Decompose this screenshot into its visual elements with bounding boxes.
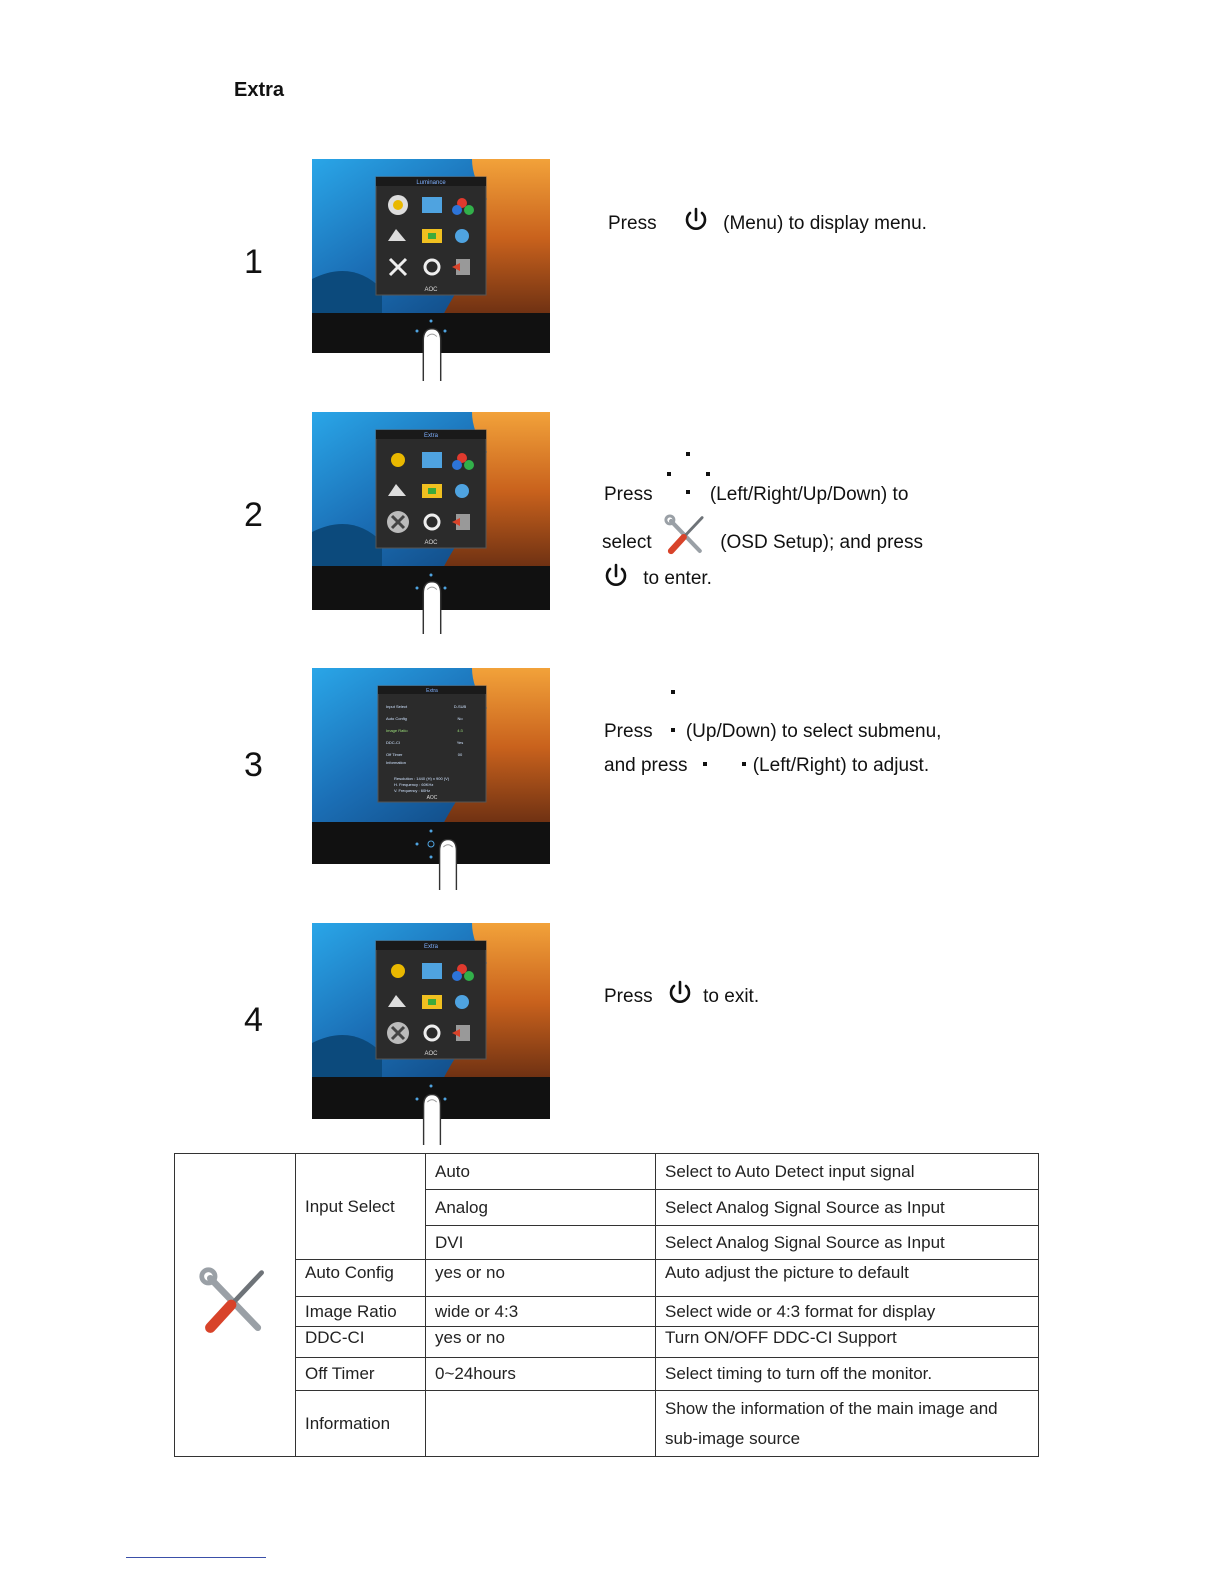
step-number-1: 1: [244, 243, 263, 281]
power-icon: [682, 206, 710, 234]
table-row: [175, 1260, 1039, 1297]
table-option: DVI: [426, 1226, 656, 1260]
osd-brand: AOC: [426, 795, 438, 801]
osd-row-value: D-SUB: [453, 704, 467, 709]
step-3-text-andpress: and press: [604, 755, 688, 776]
table-desc: Select Analog Signal Source as Input: [656, 1226, 1039, 1260]
table-item: Input Select: [296, 1154, 426, 1260]
table-icon-cell: [175, 1154, 296, 1457]
step-2-text-nav: (Left/Right/Up/Down) to: [709, 484, 909, 505]
arrow-up-dot: [671, 690, 675, 694]
table-option: [426, 1391, 656, 1457]
step-number-4: 4: [244, 1001, 263, 1039]
table-item: Image Ratio: [296, 1297, 426, 1327]
step-3-line-1: [604, 721, 941, 743]
osd-row-label: Auto Config: [386, 716, 407, 721]
osd-header: Extra: [423, 433, 439, 439]
osd-row-value: Yes: [456, 740, 464, 745]
step-3-line-2: [604, 755, 929, 777]
table-option: wide or 4:3: [426, 1297, 656, 1327]
table-desc: [656, 1391, 1039, 1457]
table-desc: Select Analog Signal Source as Input: [656, 1190, 1039, 1226]
step-3-text-leftright: (Left/Right) to adjust.: [752, 755, 930, 776]
step-4-instruction: [604, 986, 759, 1008]
osd-row-label: Input Select: [386, 704, 408, 709]
step-1-screenshot: [312, 159, 550, 381]
osd-header: Extra: [423, 944, 439, 950]
table-desc-line-2: sub-image source: [665, 1429, 801, 1448]
step-3-text-updown: (Up/Down) to select submenu,: [685, 721, 942, 742]
step-3-text-press: Press: [604, 721, 653, 742]
table-row: [175, 1358, 1039, 1391]
osd-setup-tools-icon: [197, 1265, 273, 1341]
osd-row-label: Off Timer: [386, 752, 403, 757]
step-4-screenshot: [312, 923, 550, 1145]
table-row: [175, 1391, 1039, 1457]
arrow-right-dot: [706, 472, 710, 476]
osd-row-value: 4:3: [457, 728, 463, 733]
osd-info-line: V. Frequency : 60Hz: [394, 788, 431, 793]
osd-row-value: No: [457, 716, 463, 721]
table-item: DDC-CI: [296, 1327, 426, 1358]
table-option: Auto: [426, 1154, 656, 1190]
step-4-text-press: Press: [604, 986, 653, 1007]
table-desc: Turn ON/OFF DDC-CI Support: [656, 1327, 1039, 1358]
table-row: [175, 1297, 1039, 1327]
step-2-text-select: select: [602, 532, 652, 554]
osd-header: Luminance: [416, 180, 446, 186]
table-row: [175, 1327, 1039, 1358]
table-option: yes or no: [426, 1327, 656, 1358]
arrow-left-dot: [667, 472, 671, 476]
step-2-text-enter: to enter.: [643, 568, 712, 590]
step-2-screenshot: [312, 412, 550, 634]
step-number-3: 3: [244, 746, 263, 784]
step-2-line-2: [602, 527, 923, 559]
table-desc: Select timing to turn off the monitor.: [656, 1358, 1039, 1391]
table-option: 0~24hours: [426, 1358, 656, 1391]
osd-row-label: DDC-CI: [386, 740, 400, 745]
osd-brand: AOC: [424, 1051, 438, 1057]
step-4-text-exit: to exit.: [703, 986, 760, 1007]
step-number-2: 2: [244, 496, 263, 534]
osd-info-line: Resolution : 1440 (H) x 900 (V): [394, 776, 450, 781]
page-title: Extra: [234, 79, 285, 101]
step-1-text-a: Press: [608, 213, 657, 235]
osd-info-line: H. Frequency : 60KHz: [394, 782, 434, 787]
osd-row-label: Image Ratio: [386, 728, 408, 733]
arrow-up-dot: [686, 452, 690, 456]
table-desc: Select wide or 4:3 format for display: [656, 1297, 1039, 1327]
power-icon: [602, 562, 630, 590]
osd-row-label: Information: [386, 760, 407, 765]
power-icon: [666, 979, 694, 1007]
osd-brand: AOC: [424, 287, 438, 293]
step-2-text-press: Press: [604, 484, 653, 505]
table-desc: Select to Auto Detect input signal: [656, 1154, 1039, 1190]
step-3-screenshot: [312, 668, 550, 890]
osd-brand: AOC: [424, 540, 438, 546]
osd-row-value: 00: [457, 752, 463, 757]
step-1-text-b: (Menu) to display menu.: [723, 213, 927, 235]
footer-rule: [126, 1557, 266, 1558]
table-item: Auto Config: [296, 1260, 426, 1297]
osd-header: Extra: [426, 688, 438, 694]
table-desc-line-1: Show the information of the main image and: [665, 1399, 998, 1418]
osd-setup-tools-icon: [663, 513, 709, 559]
table-row: [175, 1154, 1039, 1190]
step-2-text-osd: (OSD Setup); and press: [720, 532, 923, 554]
osd-setup-table: [174, 1153, 1039, 1457]
step-1-instruction: [608, 214, 927, 234]
table-desc: Auto adjust the picture to default: [656, 1260, 1039, 1297]
step-2-line-1: [604, 484, 908, 506]
table-option: Analog: [426, 1190, 656, 1226]
step-2-line-3: [602, 568, 712, 590]
table-item: Information: [296, 1391, 426, 1457]
table-option: yes or no: [426, 1260, 656, 1297]
table-item: Off Timer: [296, 1358, 426, 1391]
